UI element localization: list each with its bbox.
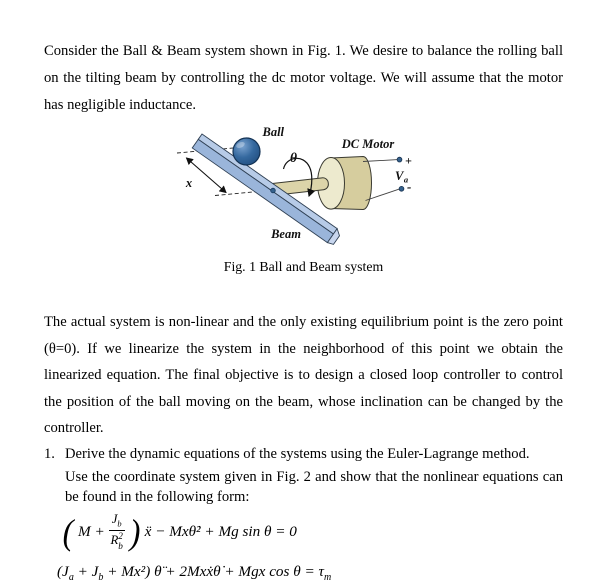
equation-1-open-paren: ( <box>62 511 74 552</box>
list-number: 1. <box>44 445 55 462</box>
wire-positive <box>363 160 398 162</box>
paragraph-system-description: The actual system is non-linear and the only existing equilibrium point is the zero point (θ=0). If we linearize the system in the neighborhood of this point we obtain the linearized equation. The final objective is to design a closed loop controller to control the position of the ball moving on the beam, whose inclination can be changed by the controller. <box>44 314 563 436</box>
fraction-denominator: R <box>110 533 119 548</box>
equation-1-lead: M + <box>78 522 105 540</box>
figure-ball-beam <box>134 112 474 276</box>
ball <box>233 138 260 165</box>
x-label: x <box>185 176 192 190</box>
voltage-label: $V_a$ <box>394 169 408 185</box>
figure-caption: Fig. 1 Ball and Beam system <box>223 259 384 274</box>
equation-2-open: (J <box>57 562 69 580</box>
equation-2-mid2: + Mx²) θ̈ + 2Mxẋθ̇ + Mgx cos θ = τ <box>103 562 324 580</box>
equation-2-sub-a: a <box>68 571 74 583</box>
beam-label: Beam <box>270 227 301 241</box>
beam-pivot-dot <box>270 188 275 193</box>
terminal-positive <box>397 157 402 162</box>
equation-2 <box>57 563 563 583</box>
fraction-denominator-sub: b <box>118 540 123 551</box>
paragraph-intro: Consider the Ball & Beam system shown in Fig. 1. We desire to balance the rolling ball on the tilting beam by controlling the dc motor voltage. We will assume that the motor has negligible inductance. <box>44 43 563 113</box>
ball-beam-diagram <box>134 112 474 252</box>
fraction-denominator-sup: 2 <box>118 531 123 542</box>
equation-1-rest: ẍ − Mxθ̇² + Mg sin θ = 0 <box>144 522 297 540</box>
list-item-1 <box>44 444 563 464</box>
fraction-jb-over-rb2 <box>109 512 125 551</box>
fraction-numerator-sub: b <box>117 518 122 529</box>
equation-1 <box>62 510 563 554</box>
equation-1-close-paren: ) <box>129 511 141 552</box>
theta-label: θ <box>289 150 297 165</box>
terminal-negative <box>399 186 404 191</box>
equation-2-sub-b: b <box>98 571 104 583</box>
ball-label: Ball <box>262 125 284 139</box>
fraction-numerator: J <box>111 512 118 527</box>
dc-motor-label: DC Motor <box>341 137 394 151</box>
minus-sign: - <box>406 179 411 194</box>
equation-2-mid1: + J <box>73 562 99 580</box>
list-subtext: Use the coordinate system given in Fig. 2 and show that the nonlinear equations can be found in the following form: <box>65 468 563 505</box>
equation-2-sub-m: m <box>323 571 332 583</box>
plus-sign: + <box>404 153 412 168</box>
list-item-text: Derive the dynamic equations of the systems using the Euler-Lagrange method. <box>65 445 530 462</box>
